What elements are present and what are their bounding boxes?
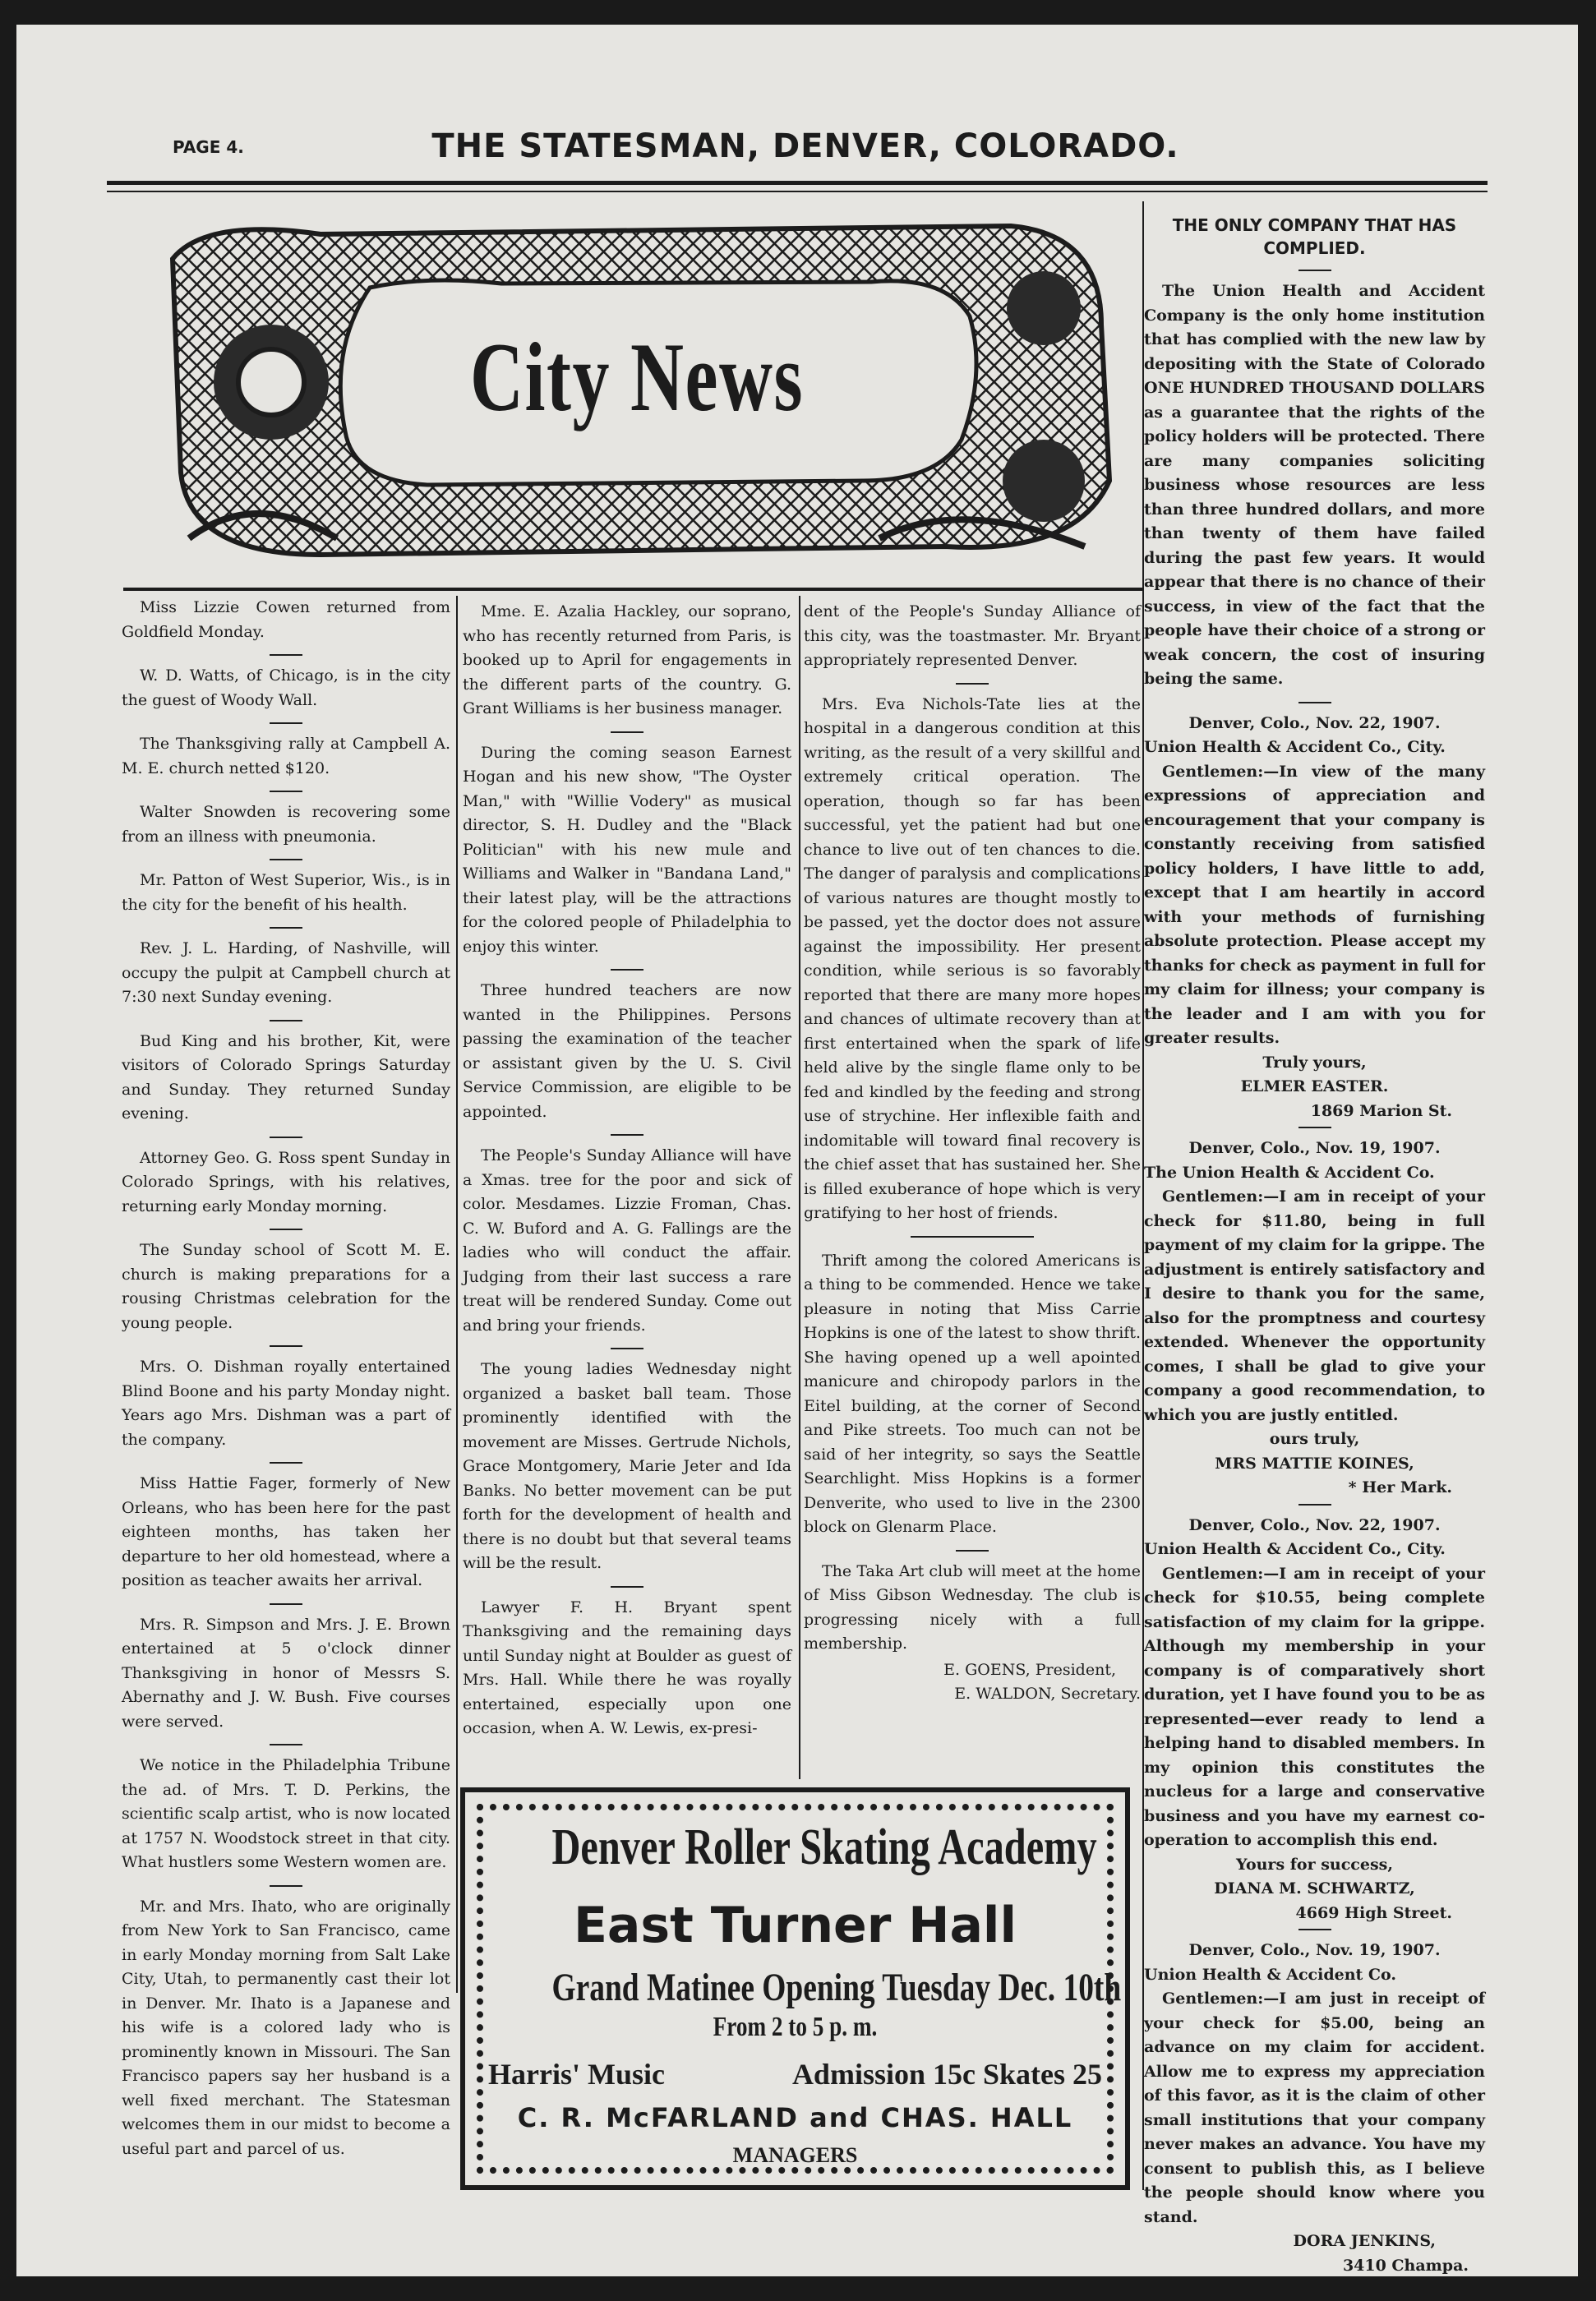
news-item: Mr. Patton of West Superior, Wis., is in the city for the benefit of his health. bbox=[122, 871, 450, 914]
news-item: Mrs. Eva Nichols-Tate lies at the hospital in a dangerous condition at this writing, as the result of a very skillful and extremely critical operation. The operation, though so far has been successful, yet the patient had but one chance to live out of ten chances to die. The danger of paralysis and complications of various natures are thought mostly to be passed, yet the doctor does not assure against the impossibility. Her present condition, while serious is so favorably reported that there are many more hopes and chances of ultimate recovery than at first entertained when the spark of life held alive by the single flame only to be fed and kindled by the feeding and strong use of strychine. Her inflexible faith and indomitable will toward final recovery is the chief asset that has sustained her. She is filled exuberance of hope which is very gratifying to her host of friends. bbox=[804, 694, 1141, 1222]
news-item: During the coming season Earnest Hogan and his new show, "The Oyster Man," with "Willie Vodery" as musical director, S. H. Dudley and the "Black Politician" with his new mule and Williams and Walker in "Bandana Land," their latest play, will be the attractions for the colored people of Philadelphia to enjoy this winter. bbox=[463, 743, 791, 956]
ad-hours: From 2 to 5 p. m. bbox=[713, 2012, 878, 2042]
letter-address: 1869 Marion St. bbox=[1310, 1101, 1452, 1120]
newspaper-page bbox=[16, 25, 1578, 2276]
news-item: dent of the People's Sunday Alliance of this city, was the toastmaster. Mr. Bryant appropriately represented Denver. bbox=[804, 602, 1141, 669]
letter-date: Denver, Colo., Nov. 22, 1907. bbox=[1188, 713, 1441, 732]
letter-body: Gentlemen:—I am in receipt of your check for $10.55, being complete satisfaction of my claim for la grippe. Although my membership in your company is of comparatively short duration, yet I have found you to be as represented—ever ready to lend a helping hand to disabled members. In my opinion this constitutes the nucleus for a large and conservative business and you have my earnest co-operation to accomplish this end. bbox=[1144, 1564, 1485, 1849]
letter-signature: DIANA M. SCHWARTZ, bbox=[1214, 1879, 1415, 1898]
news-item: We notice in the Philadelphia Tribune the ad. of Mrs. T. D. Perkins, the scientific scalp artist, who is now located at 1757 N. Woodstock street in that city. What hustlers some Western women are. bbox=[122, 1756, 450, 1871]
signoff-president: E. GOENS, President, bbox=[943, 1660, 1116, 1679]
company-intro: The Union Health and Accident Company is the only home institution that has complied with the new law by depositing with the State of Colorado ONE HUNDRED THOUSAND DOLLARS as a guarantee that the rights of the policy holders will be protected. There are many companies soliciting business whose resources are less than three hundred dollars, and more than twenty of them have failed during the past few years. It would appear that there is no chance of their success, in view of the fact that the people have their choice of a strong or weak concern, the cost of insuring being the same. bbox=[1144, 282, 1485, 688]
testimonial-letter bbox=[1144, 1939, 1485, 2278]
skating-academy-advertisement bbox=[460, 1787, 1130, 2190]
letter-signature: DORA JENKINS, bbox=[1293, 2232, 1436, 2250]
letter-body: Gentlemen:—In view of the many expressions of appreciation and encouragement that your company is constantly receiving from satisfied policy holders, I have little to add, except that I am heartily in accord with your methods of furnishing absolute protection. Please accept my thanks for check as payment in full for my claim for illness; your company is the leader and I am with you for greater results. bbox=[1144, 762, 1485, 1047]
letter-signature: MRS MATTIE KOINES, bbox=[1215, 1454, 1414, 1473]
news-item: The young ladies Wednesday night organized a basket ball team. Those prominently identified with the movement are Misses. Gertrude Nichols, Grace Montgomery, Marie Jeter and Ida Banks. No better movement can be put forth for the development of health and there is no doubt but that several teams will be the result. bbox=[463, 1360, 791, 1572]
page-header bbox=[115, 119, 1496, 177]
ad-headline: Denver Roller Skating Academy bbox=[551, 1819, 1097, 1875]
header-rule-thin bbox=[107, 191, 1488, 192]
news-item: Lawyer F. H. Bryant spent Thanksgiving and the remaining days until Sunday night at Boulder as guest of Mrs. Hall. While there he was royally entertained, especially upon one occasion, when A. W. Lewis, ex-presi- bbox=[463, 1598, 791, 1737]
letter-address: 4669 High Street. bbox=[1295, 1903, 1452, 1922]
ad-managers-label: MANAGERS bbox=[732, 2143, 858, 2167]
column-rule bbox=[456, 596, 458, 1993]
ad-venue: East Turner Hall bbox=[573, 1897, 1017, 1954]
letter-body: Gentlemen:—I am in receipt of your check for $11.80, being in full payment of my claim for la grippe. The adjustment is entirely satisfactory and I desire to thank you for the same, also for the promptness and courtesy extended. Whenever the opportunity comes, I shall be glad to give your company a good recommendation, to which you are justly entitled. bbox=[1144, 1187, 1485, 1424]
ad-managers-names: C. R. McFARLAND and CHAS. HALL bbox=[517, 2102, 1073, 2133]
news-item: Miss Lizzie Cowen returned from Goldfield Monday. bbox=[122, 598, 450, 641]
letter-closing: Yours for success, bbox=[1236, 1855, 1393, 1874]
testimonial-letter bbox=[1144, 712, 1485, 1124]
news-item: The Taka Art club will meet at the home of Miss Gibson Wednesday. The club is progressing nicely with a full membership. bbox=[804, 1561, 1141, 1653]
testimonial-letter bbox=[1144, 1137, 1485, 1501]
ad-prices: Admission 15c Skates 25 bbox=[791, 2058, 1102, 2091]
news-item: Mrs. R. Simpson and Mrs. J. E. Brown entertained at 5 o'clock dinner Thanksgiving in honor of Messrs S. Abernathy and J. W. Bush. Five courses were served. bbox=[122, 1615, 450, 1731]
testimonial-letter bbox=[1144, 1514, 1485, 1926]
column-3 bbox=[804, 600, 1141, 1707]
news-item: Thrift among the colored Americans is a thing to be commended. Hence we take pleasure in noting that Miss Carrie Hopkins is one of the latest to show thrift. She having opened up a well apointed manicure and chiropody parlors in the Eitel building, at the corner of Second and Pike streets. Too much can not be said of her integrity, so says the Seattle Searchlight. Miss Hopkins is a former Denverite, who used to live in the 2300 block on Glenarm Place. bbox=[804, 1251, 1141, 1536]
header-rule bbox=[107, 181, 1488, 185]
news-item: Walter Snowden is recovering some from an illness with pneumonia. bbox=[122, 803, 450, 846]
letter-date: Denver, Colo., Nov. 22, 1907. bbox=[1188, 1515, 1441, 1534]
news-item: Mr. and Mrs. Ihato, who are originally from New York to San Francisco, came in early Monday morning from Salt Lake City, Utah, to permanently cast their lot in Denver. Mr. Ihato is a Japanese and his wife is a colored lady who is prominently known in Missouri. The San Francisco papers say her husband is a well fixed merchant. The Statesman welcomes them in our midst to become a useful part and parcel of us. bbox=[122, 1897, 450, 2158]
column-4 bbox=[1144, 214, 1485, 2278]
ad-dotted-border bbox=[477, 1804, 1122, 2174]
letter-recipient: Union Health & Accident Co., City. bbox=[1144, 738, 1446, 756]
column-2 bbox=[463, 600, 791, 1751]
letter-date: Denver, Colo., Nov. 19, 1907. bbox=[1188, 1139, 1441, 1157]
letter-recipient: Union Health & Accident Co., City. bbox=[1144, 1540, 1446, 1558]
signoff-secretary: E. WALDON, Secretary. bbox=[954, 1685, 1141, 1703]
column-1 bbox=[122, 596, 450, 2171]
news-item: Attorney Geo. G. Ross spent Sunday in Colorado Springs, with his relatives, returning early Monday morning. bbox=[122, 1148, 450, 1215]
letter-closing: Truly yours, bbox=[1262, 1053, 1367, 1072]
news-item: Mrs. O. Dishman royally entertained Blind Boone and his party Monday night. Years ago Mrs. Dishman was a part of the company. bbox=[122, 1358, 450, 1449]
letter-recipient: The Union Health & Accident Co. bbox=[1144, 1163, 1435, 1182]
letter-signature: ELMER EASTER. bbox=[1240, 1077, 1389, 1095]
masthead: THE STATESMAN, DENVER, COLORADO. bbox=[431, 127, 1179, 165]
ad-event: Grand Matinee Opening Tuesday Dec. 10th bbox=[551, 1966, 1122, 2009]
news-item: W. D. Watts, of Chicago, is in the city the guest of Woody Wall. bbox=[122, 666, 450, 709]
letter-body: Gentlemen:—I am just in receipt of your check for $5.00, being an advance on my claim for accident. Allow me to express my appreciation of this favor, as it is the claim of other small institutions that your company never makes an advance. You have my consent to publish this, as I believe the people should know where you stand. bbox=[1144, 1990, 1485, 2226]
ad-music: Harris' Music bbox=[488, 2058, 665, 2091]
news-item: Miss Hattie Fager, formerly of New Orleans, who has been here for the past eighteen months, has taken her departure to her old homestead, where a position as teacher awaits her arrival. bbox=[122, 1474, 450, 1589]
letter-date: Denver, Colo., Nov. 19, 1907. bbox=[1188, 1941, 1441, 1959]
page-number: PAGE 4. bbox=[173, 137, 244, 157]
banner-rule bbox=[123, 588, 1142, 591]
city-news-banner bbox=[156, 210, 1118, 571]
letter-closing: ours truly, bbox=[1269, 1430, 1360, 1448]
letter-recipient: Union Health & Accident Co. bbox=[1144, 1965, 1396, 1984]
banner-title: City News bbox=[470, 322, 804, 431]
letter-address: 3410 Champa. bbox=[1342, 2256, 1469, 2275]
column-rule bbox=[799, 596, 800, 1779]
news-item: Rev. J. L. Harding, of Nashville, will occupy the pulpit at Campbell church at 7:30 next Sunday evening. bbox=[122, 939, 450, 1006]
news-item: The Sunday school of Scott M. E. church is making preparations for a rousing Christmas celebration for the young people. bbox=[122, 1241, 450, 1332]
letter-address: * Her Mark. bbox=[1348, 1478, 1452, 1496]
column-heading: THE ONLY COMPANY THAT HAS COMPLIED. bbox=[1172, 215, 1457, 258]
news-item: Three hundred teachers are now wanted in the Philippines. Persons passing the examination of the teacher or assistant given by the U. S. Civil Service Commission, are eligible to be appointed. bbox=[463, 981, 791, 1121]
news-item: Bud King and his brother, Kit, were visitors of Colorado Springs Saturday and Sunday. They returned Sunday evening. bbox=[122, 1031, 450, 1123]
news-item: The People's Sunday Alliance will have a Xmas. tree for the poor and sick of color. Mesdames. Lizzie Froman, Chas. C. W. Buford and A. G. Fallings are the ladies who will conduct the affair. Judging from their last success a rare treat will be rendered Sunday. Come out and bring your friends. bbox=[463, 1146, 791, 1335]
news-item: Mme. E. Azalia Hackley, our soprano, who has recently returned from Paris, is booked up to April for engagements in the different parts of the country. G. Grant Williams is her business manager. bbox=[463, 602, 791, 717]
news-item: The Thanksgiving rally at Campbell A. M. E. church netted $120. bbox=[122, 735, 450, 777]
